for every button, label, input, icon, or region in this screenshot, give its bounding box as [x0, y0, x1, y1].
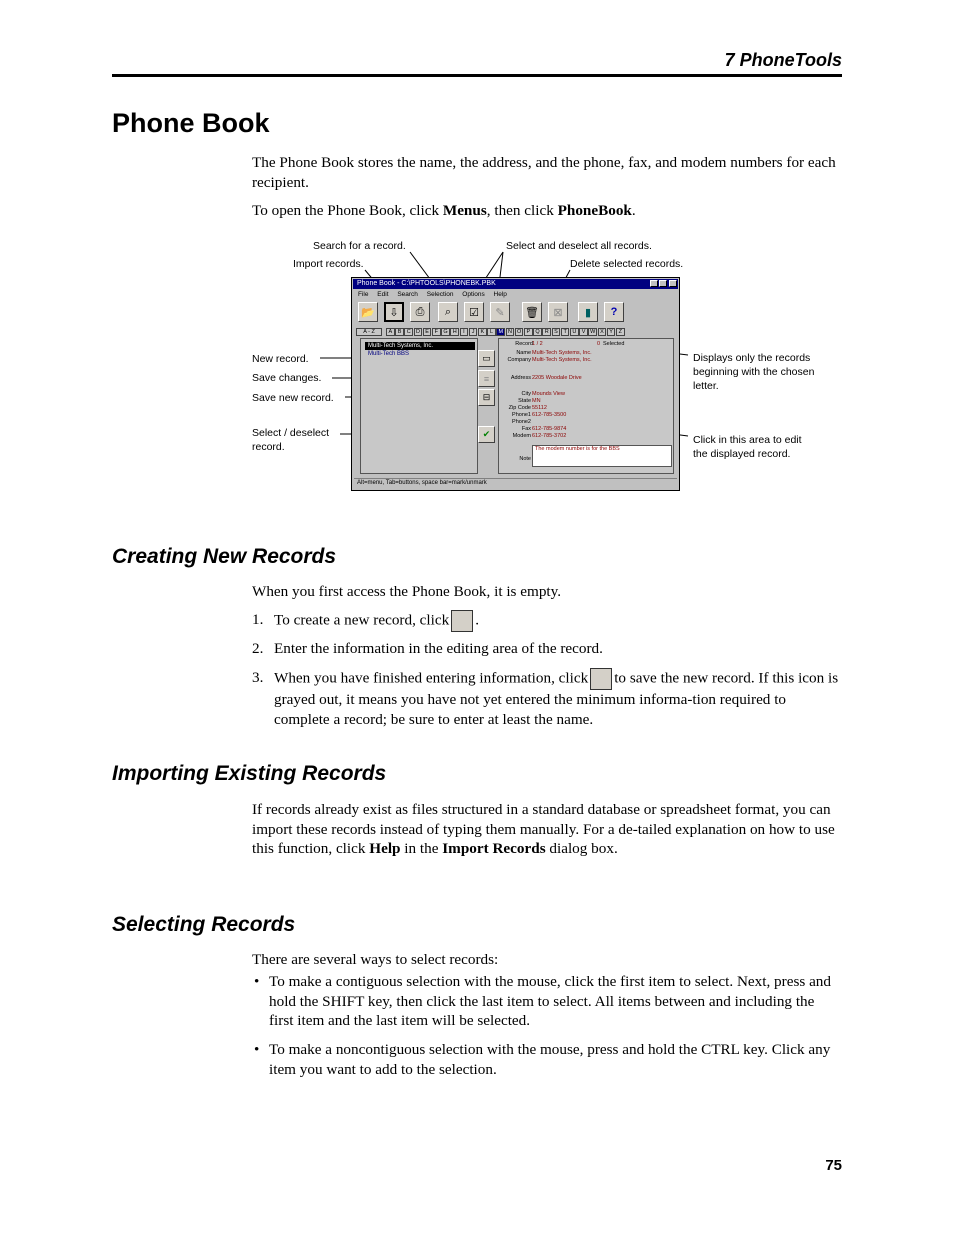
running-header: 7 PhoneTools: [724, 50, 842, 70]
field-value[interactable]: Multi-Tech Systems, Inc.: [532, 350, 592, 356]
field-label: City: [521, 391, 531, 397]
callout-select-deselect: Select / deselect record.: [252, 427, 330, 453]
field-label: State: [518, 398, 531, 404]
selecting-intro: There are several ways to select records:: [252, 951, 499, 968]
record-editing-area[interactable]: [498, 338, 674, 474]
callout-click-area: Click in this area to edit the displayed record.: [693, 434, 802, 460]
tab-letter[interactable]: A - Z: [356, 328, 382, 336]
tab-letter[interactable]: G: [441, 328, 450, 336]
menus-term: Menus: [442, 202, 487, 219]
window-title-bar: [353, 279, 678, 289]
importing-paragraph: If records already exist as files structured in a standard database or spreadsheet format, you can import these records instead of typing them manually. For a de-tailed explanation on how to use this function, click Help in the Import Records dialog box.: [252, 801, 835, 857]
section-heading-importing: Importing Existing Records: [112, 762, 387, 785]
menu-options[interactable]: Options: [462, 291, 485, 298]
menu-edit[interactable]: Edit: [377, 291, 389, 298]
list-item[interactable]: Multi-Tech Systems, Inc.: [365, 342, 475, 350]
field-value[interactable]: Multi-Tech Systems, Inc.: [532, 357, 592, 363]
selected-label: Selected: [603, 341, 625, 347]
field-value[interactable]: 612-785-3702: [532, 433, 567, 439]
field-label: Phone2: [512, 419, 531, 425]
intro-paragraph: The Phone Book stores the name, the address, and the phone, fax, and modem numbers for each recipient.: [252, 154, 836, 191]
new-record-icon: [451, 610, 473, 632]
select-record-icon[interactable]: ✔: [478, 426, 495, 443]
menu-file[interactable]: File: [358, 291, 369, 298]
tab-letter[interactable]: N: [506, 328, 515, 336]
field-value[interactable]: 612-785-9874: [532, 426, 567, 432]
tab-letter[interactable]: S: [552, 328, 561, 336]
field-label: Company: [507, 357, 531, 363]
callout-import: Import records.: [293, 258, 364, 270]
tab-letter[interactable]: V: [579, 328, 588, 336]
tab-letter[interactable]: C: [404, 328, 413, 336]
field-value[interactable]: 2205 Woodale Drive: [532, 375, 582, 381]
tab-letter[interactable]: J: [469, 328, 478, 336]
tab-letter[interactable]: Z: [616, 328, 625, 336]
tab-letter[interactable]: O: [515, 328, 524, 336]
field-label: Address: [510, 375, 531, 381]
selected-count: 0: [597, 341, 601, 347]
field-value[interactable]: Mounds View: [532, 391, 565, 397]
help-icon[interactable]: ?: [604, 302, 624, 322]
tab-letter[interactable]: Q: [533, 328, 542, 336]
tab-letter[interactable]: T: [561, 328, 570, 336]
tab-letter[interactable]: E: [423, 328, 432, 336]
field-label: Zip Code: [508, 405, 531, 411]
phonebook-term: PhoneBook: [557, 202, 632, 219]
menu-bar: [354, 290, 510, 299]
callout-delete: Delete selected records.: [570, 258, 684, 270]
save-new-record-icon: [590, 668, 612, 690]
tab-letter[interactable]: K: [478, 328, 487, 336]
letter-tabs: [356, 328, 675, 336]
delete-icon[interactable]: ⊠: [548, 302, 568, 322]
tab-letter[interactable]: H: [450, 328, 459, 336]
print-icon[interactable]: ⎙: [410, 302, 430, 322]
menu-selection[interactable]: Selection: [426, 291, 454, 298]
record-value: 1 / 2: [532, 341, 543, 347]
tab-letter[interactable]: M: [496, 328, 505, 336]
phone-book-window: [351, 277, 680, 491]
record-list[interactable]: [360, 338, 478, 474]
trash-icon[interactable]: 🗑: [522, 302, 542, 322]
record-buttons: [478, 338, 496, 474]
field-label: Name: [516, 350, 531, 356]
tab-letter[interactable]: B: [395, 328, 404, 336]
tab-letter[interactable]: R: [542, 328, 551, 336]
note-field[interactable]: The modem number is for the BBS: [532, 445, 672, 467]
maximize-button[interactable]: [659, 280, 667, 287]
field-label: Fax: [521, 426, 531, 432]
tab-letter[interactable]: L: [487, 328, 496, 336]
toolbar: [354, 301, 677, 325]
new-record-icon[interactable]: ▭: [478, 350, 495, 367]
callout-select-all: Select and deselect all records.: [506, 240, 652, 252]
field-value[interactable]: 612-785-3500: [532, 412, 567, 418]
page-title: Phone Book: [112, 108, 270, 138]
callout-displays-letter: Displays only the records beginning with the chosen letter.: [693, 352, 815, 392]
field-label: Phone1: [512, 412, 531, 418]
section-heading-creating: Creating New Records: [112, 545, 337, 568]
import-icon[interactable]: ⇩: [384, 302, 404, 322]
exit-door-icon[interactable]: ▮: [578, 302, 598, 322]
help-term: Help: [369, 840, 401, 857]
callout-save-new: Save new record.: [252, 392, 334, 404]
field-value[interactable]: 55112: [532, 405, 547, 411]
menu-search[interactable]: Search: [397, 291, 418, 298]
minimize-button[interactable]: [650, 280, 658, 287]
menu-help[interactable]: Help: [493, 291, 507, 298]
field-value[interactable]: MN: [532, 398, 541, 404]
tab-letter[interactable]: W: [590, 329, 596, 335]
tab-letter[interactable]: D: [414, 328, 423, 336]
page-number: 75: [825, 1157, 842, 1174]
tab-letter[interactable]: P: [524, 328, 533, 336]
tab-letter[interactable]: U: [570, 328, 579, 336]
window-title: Phone Book - C:\PHTOOLS\PHONEBK.PBK: [357, 280, 496, 287]
edit-icon[interactable]: ✎: [490, 302, 510, 322]
open-folder-icon[interactable]: 📂: [358, 302, 378, 322]
tab-letter[interactable]: Y: [607, 328, 616, 336]
note-label: Note: [519, 456, 531, 462]
callout-search: Search for a record.: [313, 240, 406, 252]
select-all-icon[interactable]: ☑: [464, 302, 484, 322]
callout-save-changes: Save changes.: [252, 372, 322, 384]
save-new-record-icon[interactable]: ⊟: [478, 389, 495, 406]
tab-letter[interactable]: A: [386, 328, 395, 336]
tab-letter[interactable]: F: [432, 328, 441, 336]
status-bar: Alt=menu, Tab=buttons, space bar=mark/unmark: [354, 478, 677, 488]
close-button[interactable]: [669, 280, 677, 287]
callout-new-record: New record.: [252, 353, 309, 365]
tab-letter[interactable]: I: [460, 328, 469, 336]
record-label: Record: [515, 341, 533, 347]
import-records-term: Import Records: [442, 840, 546, 857]
search-icon[interactable]: ⌕: [438, 302, 458, 322]
open-instructions: To open the Phone Book, click Menus, then click PhoneBook.: [252, 202, 636, 219]
field-label: Modem: [512, 433, 531, 439]
tab-letter[interactable]: X: [598, 328, 607, 336]
section-heading-selecting: Selecting Records: [112, 913, 296, 936]
save-changes-icon[interactable]: ≡: [478, 370, 495, 387]
list-item[interactable]: Multi-Tech BBS: [368, 351, 410, 357]
creating-intro: When you first access the Phone Book, it is empty.: [252, 583, 562, 600]
